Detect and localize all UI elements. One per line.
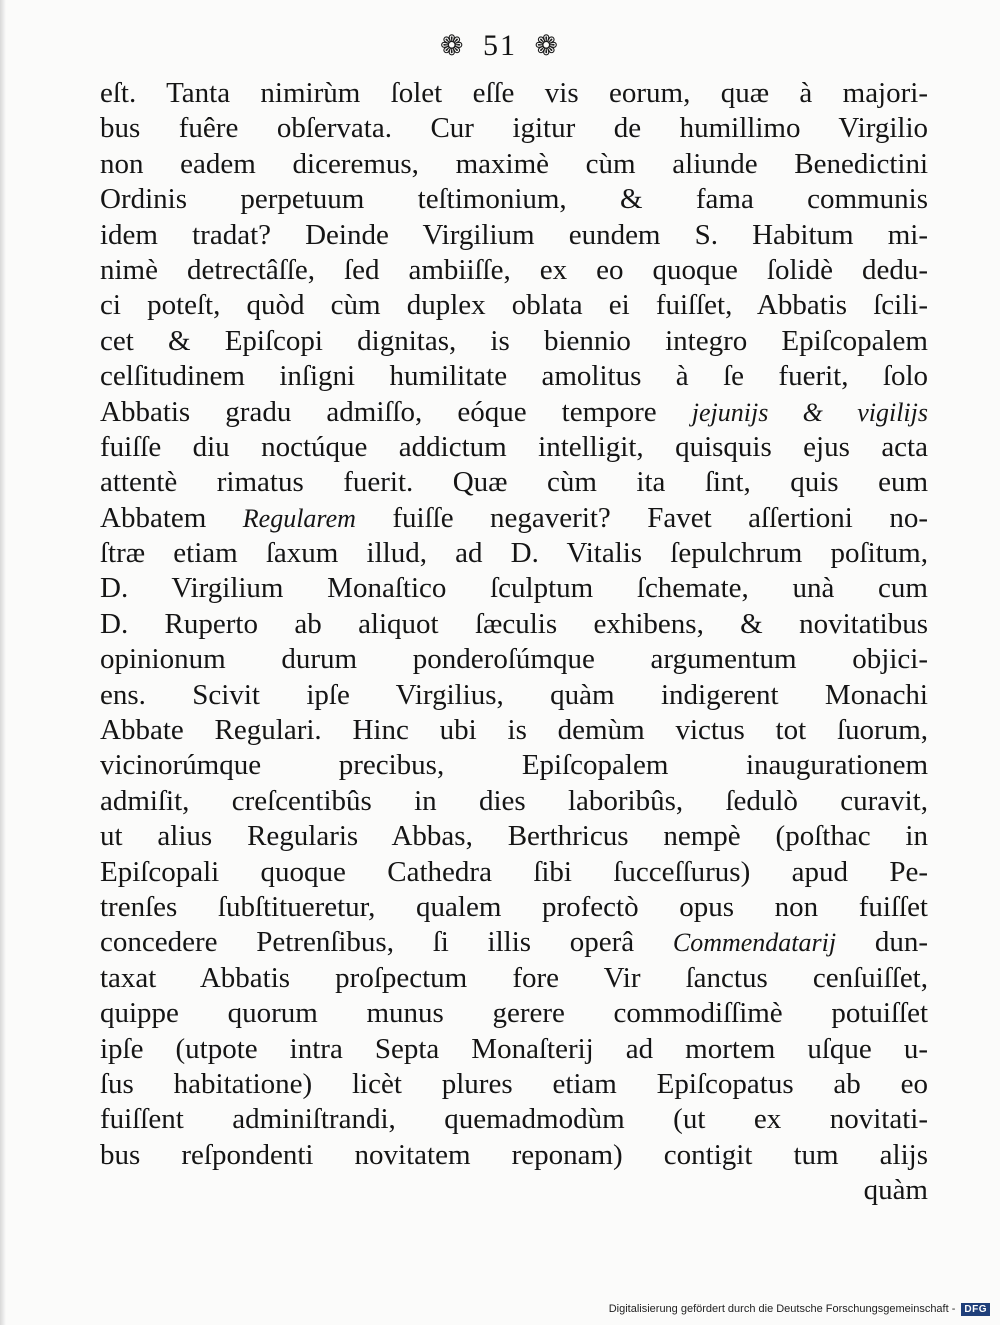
text-line: admiſit, creſcentibûs in dies laboribûs, ſedulò curavit, [100, 784, 928, 817]
text-line: bus fuêre obſervata. Cur igitur de humillimo Virgilio [100, 112, 928, 145]
text-line: trenſes ſubſtitueretur, qualem profectò opus non fuiſſet [100, 890, 928, 923]
italic-text: Commendatarij [672, 928, 837, 958]
dfg-logo-icon: DFG [961, 1303, 990, 1316]
ornament-left-icon: ❁ [440, 31, 466, 62]
text-run: dun- [836, 926, 928, 959]
text-line: eſt. Tanta nimirùm ſolet eſſe vis eorum, quæ à majori- [100, 77, 928, 109]
text-line: quippe quorum munus gerere commodiſſimè potuiſſet [100, 997, 928, 1030]
text-line: ut alius Regularis Abbas, Berthricus nempè (poſthac in [100, 820, 928, 853]
text-line [100, 925, 928, 960]
text-line: D. Ruperto ab aliquot ſæculis exhibens, & novitatibus [100, 607, 928, 640]
text-line: non eadem diceremus, maximè cùm aliunde Benedictini [100, 147, 928, 180]
text-run: Abbatis gradu admiſſo, eóque tempore [100, 395, 692, 428]
running-head [0, 26, 1000, 67]
text-line: taxat Abbatis proſpectum fore Vir ſanctus cenſuiſſet, [100, 961, 928, 994]
text-line: Ordinis perpetuum teſtimonium, & fama communis [100, 183, 928, 216]
text-line: vicinorúmque precibus, Epiſcopalem inaugurationem [100, 749, 928, 782]
text-line: idem tradat? Deinde Virgilium eundem S. Habitum mi- [100, 218, 928, 251]
text-line: ci poteſt, quòd cùm duplex oblata ei fuiſſet, Abbatis ſcili- [100, 289, 928, 322]
credit-text: Digitalisierung gefördert durch die Deutsche Forschungsgemeinschaft - [608, 1303, 956, 1315]
text-line [100, 501, 928, 536]
text-line: ens. Scivit ipſe Virgilius, quàm indigerent Monachi [100, 678, 928, 711]
text-line [100, 395, 928, 430]
text-line: opinionum durum ponderoſúmque argumentum objici- [100, 643, 928, 676]
text-line: nimè detrectâſſe, ſed ambiiſſe, ex eo quoque ſolidè dedu- [100, 253, 928, 286]
text-line: ſtræ etiam ſaxum illud, ad D. Vitalis ſepulchrum poſitum, [100, 537, 928, 570]
scan-edge [0, 0, 6, 1325]
text-line: Abbate Regulari. Hinc ubi is demùm victus tot ſuorum, [100, 714, 928, 747]
italic-text: Regularem [242, 503, 356, 533]
text-line: Epiſcopali quoque Cathedra ſibi ſucceſſurus) apud Pe- [100, 855, 928, 888]
digitization-credit [609, 1300, 990, 1318]
text-run: Abbatem [100, 501, 243, 534]
text-line: ſus habitatione) licèt plures etiam Epiſcopatus ab eo [100, 1067, 928, 1100]
text-line: attentè rimatus fuerit. Quæ cùm ita ſint, quis eum [100, 466, 928, 499]
text-line: bus reſpondenti novitatem reponam) contigit tum alijs [100, 1138, 928, 1171]
text-line: fuiſſe diu noctúque addictum intelligit, quisquis ejus acta [100, 430, 928, 463]
body-text [100, 76, 928, 1209]
text-run: concedere Petrenſibus, ſi illis operâ [100, 926, 673, 959]
text-line: cet & Epiſcopi dignitas, is biennio integro Epiſcopalem [100, 324, 928, 357]
catchword: quàm [863, 1174, 928, 1207]
text-line: fuiſſent adminiſtrandi, quemadmodùm (ut ex novitati- [100, 1103, 928, 1136]
text-line: ipſe (utpote intra Septa Monaſterij ad mortem uſque u- [100, 1032, 928, 1065]
text-line: D. Virgilium Monaſtico ſculptum ſchemate, unà cum [100, 572, 928, 605]
text-run: fuiſſe negaverit? Favet aſſertioni no- [355, 501, 928, 534]
italic-text: jejunijs & vigilijs [691, 397, 928, 427]
ornament-right-icon: ❁ [534, 31, 560, 62]
page-number: 51 [483, 29, 517, 62]
text-line: celſitudinem inſigni humilitate amolitus à ſe fuerit, ſolo [100, 360, 928, 393]
